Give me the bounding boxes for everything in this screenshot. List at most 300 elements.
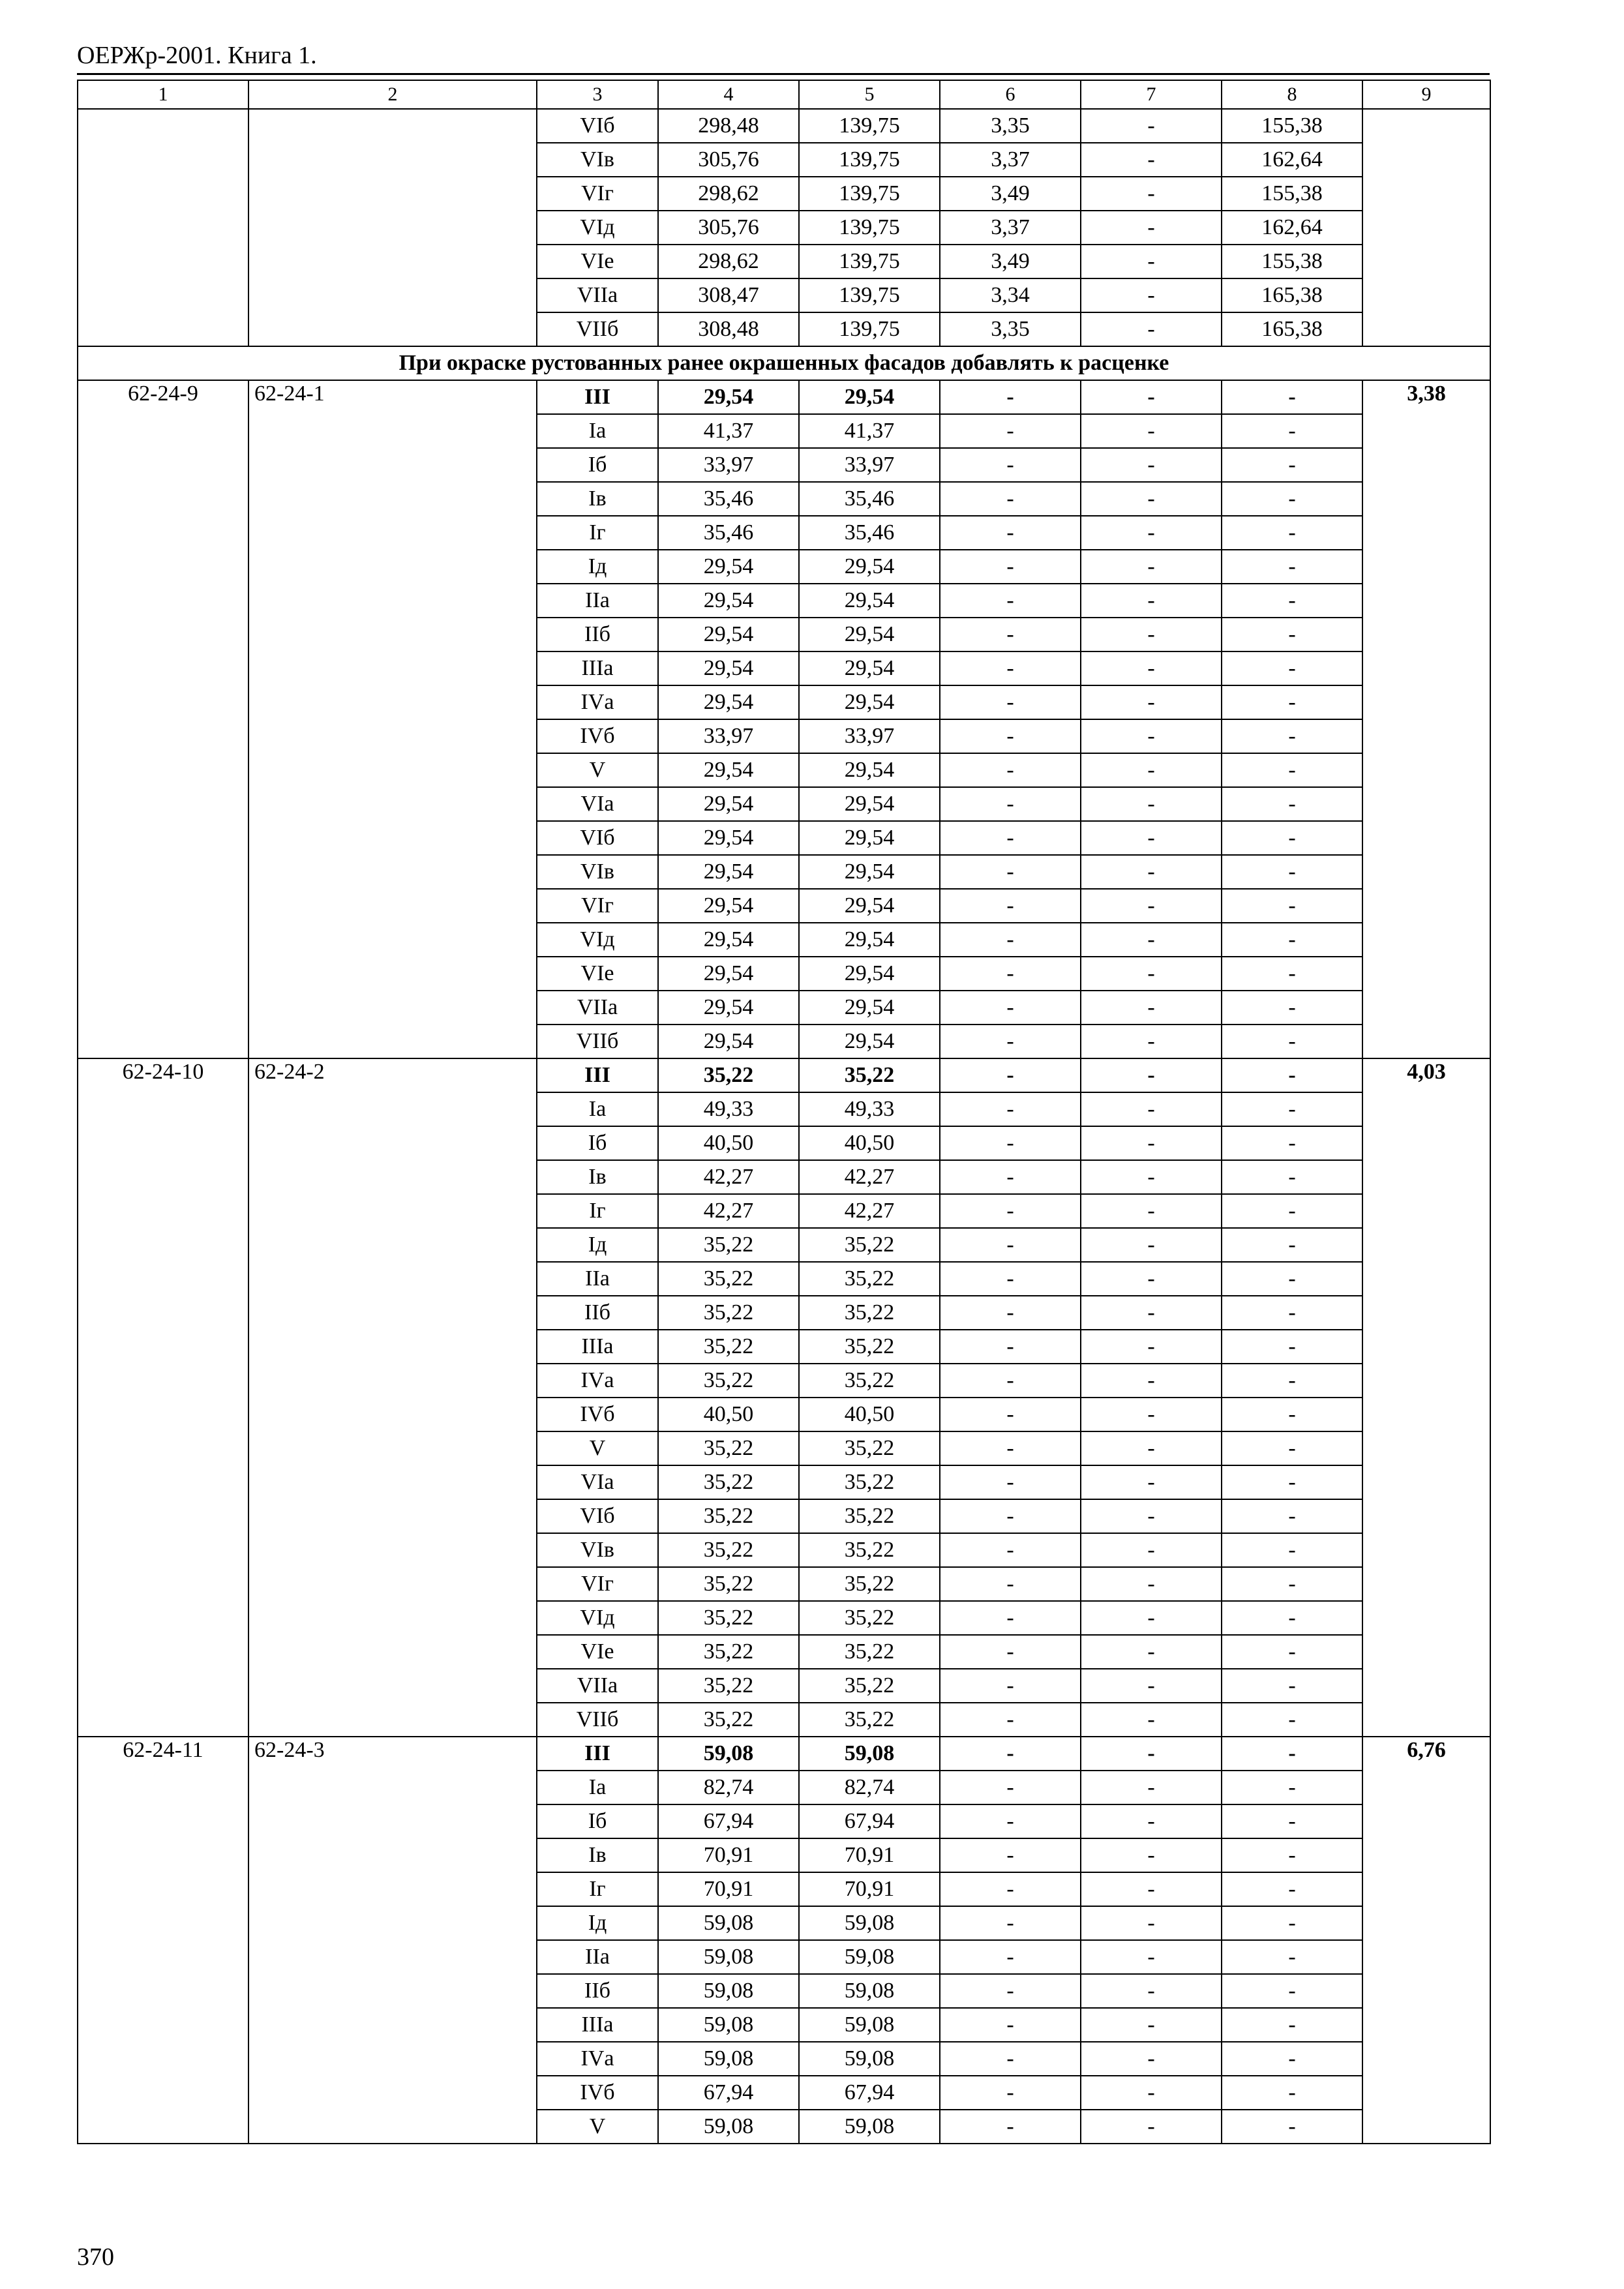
table-cell: - bbox=[1081, 482, 1222, 516]
table-cell: - bbox=[1222, 1262, 1362, 1296]
table-cell: VIе bbox=[537, 957, 658, 991]
table-cell: 35,22 bbox=[799, 1296, 940, 1330]
table-cell: - bbox=[1081, 1804, 1222, 1838]
table-cell: 29,54 bbox=[799, 923, 940, 957]
table-cell: 35,22 bbox=[658, 1669, 799, 1703]
table-cell: - bbox=[940, 855, 1081, 889]
table-cell: 29,54 bbox=[658, 1025, 799, 1058]
table-cell: - bbox=[940, 550, 1081, 584]
table-cell: 59,08 bbox=[799, 1906, 940, 1940]
table-cell: - bbox=[1081, 516, 1222, 550]
column-number: 8 bbox=[1222, 80, 1362, 109]
table-cell: VIд bbox=[537, 211, 658, 245]
column-number: 7 bbox=[1081, 80, 1222, 109]
table-cell: - bbox=[1222, 2008, 1362, 2042]
table-cell: 139,75 bbox=[799, 211, 940, 245]
column-number: 2 bbox=[248, 80, 537, 109]
table-cell: - bbox=[940, 991, 1081, 1025]
table-cell: 29,54 bbox=[799, 1025, 940, 1058]
table-cell: VIе bbox=[537, 1635, 658, 1669]
table-cell: - bbox=[1081, 651, 1222, 685]
table-cell: IIа bbox=[537, 584, 658, 618]
table-cell: - bbox=[940, 1499, 1081, 1533]
table-cell: 29,54 bbox=[658, 550, 799, 584]
table-cell: - bbox=[1081, 1194, 1222, 1228]
table-cell: VIд bbox=[537, 923, 658, 957]
table-cell: - bbox=[1222, 1601, 1362, 1635]
table-cell: 33,97 bbox=[658, 448, 799, 482]
table-cell: - bbox=[1222, 685, 1362, 719]
table-cell: 139,75 bbox=[799, 143, 940, 177]
table-cell: - bbox=[1081, 1228, 1222, 1262]
rate-code: 62-24-11 bbox=[78, 1737, 248, 2144]
column-number: 4 bbox=[658, 80, 799, 109]
table-cell: - bbox=[940, 482, 1081, 516]
table-cell: VIIб bbox=[537, 1025, 658, 1058]
table-cell: - bbox=[940, 380, 1081, 414]
table-cell: 35,22 bbox=[658, 1330, 799, 1364]
base-rate-code: 62-24-1 bbox=[248, 380, 537, 1058]
table-cell: 70,91 bbox=[799, 1872, 940, 1906]
table-cell: 49,33 bbox=[799, 1092, 940, 1126]
table-cell: V bbox=[537, 753, 658, 787]
section-title-row bbox=[78, 346, 1490, 380]
table-cell: 35,22 bbox=[658, 1364, 799, 1398]
table-cell: - bbox=[1081, 211, 1222, 245]
table-cell: III bbox=[537, 380, 658, 414]
table-cell: - bbox=[1222, 1533, 1362, 1567]
table-cell: 29,54 bbox=[658, 753, 799, 787]
table-cell: - bbox=[940, 448, 1081, 482]
table-cell: - bbox=[1081, 787, 1222, 821]
table-cell: 35,46 bbox=[799, 482, 940, 516]
table-cell: 41,37 bbox=[658, 414, 799, 448]
table-cell: - bbox=[940, 2110, 1081, 2144]
table-cell: IIа bbox=[537, 1940, 658, 1974]
table-cell: - bbox=[1081, 1771, 1222, 1804]
table-cell: - bbox=[940, 1364, 1081, 1398]
column-number: 5 bbox=[799, 80, 940, 109]
table-cell: - bbox=[940, 1601, 1081, 1635]
table-cell: 29,54 bbox=[658, 618, 799, 651]
table-cell: - bbox=[940, 719, 1081, 753]
table-cell: 165,38 bbox=[1222, 278, 1362, 312]
table-cell: - bbox=[1081, 1737, 1222, 1771]
table-cell: 59,08 bbox=[799, 2110, 940, 2144]
table-cell: VIб bbox=[537, 109, 658, 143]
table-cell: Iв bbox=[537, 1160, 658, 1194]
table-cell: - bbox=[1222, 414, 1362, 448]
column-number: 3 bbox=[537, 80, 658, 109]
table-cell: 35,22 bbox=[658, 1601, 799, 1635]
table-cell: 29,54 bbox=[799, 618, 940, 651]
table-cell: - bbox=[1081, 618, 1222, 651]
table-cell: 139,75 bbox=[799, 245, 940, 278]
table-cell: Iб bbox=[537, 448, 658, 482]
table-cell: - bbox=[940, 2042, 1081, 2076]
table-cell: - bbox=[940, 1296, 1081, 1330]
table-cell: 59,08 bbox=[799, 2042, 940, 2076]
table-cell: - bbox=[1081, 2042, 1222, 2076]
table-cell: - bbox=[1081, 1703, 1222, 1737]
table-cell: 33,97 bbox=[658, 719, 799, 753]
table-cell: - bbox=[1081, 1262, 1222, 1296]
table-cell: - bbox=[940, 1431, 1081, 1465]
page-header-title: ОЕРЖр-2001. Книга 1. bbox=[77, 42, 317, 69]
table-cell: - bbox=[940, 1398, 1081, 1431]
table-cell: 3,49 bbox=[940, 177, 1081, 211]
table-cell: 29,54 bbox=[658, 787, 799, 821]
table-cell: 35,22 bbox=[799, 1431, 940, 1465]
table-cell: 35,46 bbox=[799, 516, 940, 550]
table-cell: - bbox=[1222, 1058, 1362, 1092]
table-cell: - bbox=[940, 1669, 1081, 1703]
table-cell: - bbox=[1222, 1669, 1362, 1703]
table-cell: 29,54 bbox=[658, 584, 799, 618]
header-rule bbox=[77, 73, 1490, 75]
table-cell: - bbox=[940, 685, 1081, 719]
table-cell: 3,35 bbox=[940, 312, 1081, 346]
table-cell: Iг bbox=[537, 516, 658, 550]
table-cell: 40,50 bbox=[658, 1398, 799, 1431]
table-cell: 35,22 bbox=[658, 1296, 799, 1330]
table-cell: 29,54 bbox=[799, 550, 940, 584]
table-cell: - bbox=[1081, 414, 1222, 448]
table-cell: 29,54 bbox=[658, 957, 799, 991]
table-cell: Iа bbox=[537, 1771, 658, 1804]
section-title: При окраске рустованных ранее окрашенных фасадов добавлять к расценке bbox=[78, 346, 1490, 380]
table-cell: - bbox=[940, 414, 1081, 448]
table-cell: 35,22 bbox=[658, 1703, 799, 1737]
table-cell: 298,48 bbox=[658, 109, 799, 143]
table-cell: - bbox=[1222, 380, 1362, 414]
table-cell: - bbox=[940, 1737, 1081, 1771]
table-cell: 29,54 bbox=[658, 380, 799, 414]
table-cell: VIб bbox=[537, 1499, 658, 1533]
table-cell: - bbox=[1081, 2076, 1222, 2110]
table-cell: 67,94 bbox=[799, 1804, 940, 1838]
table-cell: - bbox=[940, 1567, 1081, 1601]
table-cell: VIг bbox=[537, 177, 658, 211]
table-cell: 42,27 bbox=[799, 1194, 940, 1228]
table-cell: IVа bbox=[537, 2042, 658, 2076]
table-cell: - bbox=[940, 821, 1081, 855]
table-cell: - bbox=[940, 957, 1081, 991]
table-cell: - bbox=[1081, 1974, 1222, 2008]
table-cell: 308,48 bbox=[658, 312, 799, 346]
table-cell: - bbox=[940, 1906, 1081, 1940]
table-cell: VIIб bbox=[537, 312, 658, 346]
table-cell: - bbox=[1222, 821, 1362, 855]
table-cell: - bbox=[1222, 1330, 1362, 1364]
table-cell: - bbox=[1081, 1025, 1222, 1058]
table-cell: - bbox=[1081, 1398, 1222, 1431]
table-cell: Iд bbox=[537, 550, 658, 584]
table-cell: 35,22 bbox=[799, 1703, 940, 1737]
table-cell: - bbox=[1081, 1533, 1222, 1567]
base-cell-empty bbox=[248, 109, 537, 346]
table-cell: 35,22 bbox=[799, 1601, 940, 1635]
table-cell: VIIа bbox=[537, 278, 658, 312]
table-cell: 59,08 bbox=[658, 1974, 799, 2008]
table-cell: - bbox=[1081, 380, 1222, 414]
table-cell: 35,22 bbox=[799, 1567, 940, 1601]
table-cell: 59,08 bbox=[799, 1737, 940, 1771]
table-cell: 42,27 bbox=[658, 1194, 799, 1228]
table-cell: - bbox=[1222, 1635, 1362, 1669]
table-cell: 155,38 bbox=[1222, 109, 1362, 143]
table-cell: 298,62 bbox=[658, 245, 799, 278]
column-number: 9 bbox=[1362, 80, 1490, 109]
table-cell: VIа bbox=[537, 787, 658, 821]
table-cell: 29,54 bbox=[658, 889, 799, 923]
table-cell: 35,22 bbox=[658, 1262, 799, 1296]
table-cell: 35,22 bbox=[658, 1228, 799, 1262]
table-cell: 35,22 bbox=[658, 1499, 799, 1533]
table-cell: - bbox=[1081, 991, 1222, 1025]
table-cell: 40,50 bbox=[799, 1126, 940, 1160]
table-cell: IIб bbox=[537, 1296, 658, 1330]
table-cell: - bbox=[1081, 719, 1222, 753]
table-cell: 42,27 bbox=[799, 1160, 940, 1194]
table-cell: - bbox=[940, 618, 1081, 651]
table-cell: 139,75 bbox=[799, 177, 940, 211]
table-cell: - bbox=[940, 1058, 1081, 1092]
table-cell: Iв bbox=[537, 1838, 658, 1872]
table-cell: - bbox=[940, 516, 1081, 550]
rate-code: 62-24-9 bbox=[78, 380, 248, 1058]
table-cell: 59,08 bbox=[658, 2110, 799, 2144]
table-cell: - bbox=[1081, 109, 1222, 143]
table-cell: 29,54 bbox=[799, 821, 940, 855]
table-cell: - bbox=[940, 1330, 1081, 1364]
table-cell: - bbox=[1222, 584, 1362, 618]
table-cell: Iб bbox=[537, 1126, 658, 1160]
table-cell: 29,54 bbox=[799, 991, 940, 1025]
table-cell: IVб bbox=[537, 1398, 658, 1431]
table-cell: - bbox=[1222, 719, 1362, 753]
page-number: 370 bbox=[77, 2243, 114, 2271]
table-cell: - bbox=[1081, 1058, 1222, 1092]
table-cell: Iд bbox=[537, 1906, 658, 1940]
table-cell: 35,46 bbox=[658, 516, 799, 550]
table-cell: - bbox=[1081, 1296, 1222, 1330]
table-cell: 139,75 bbox=[799, 312, 940, 346]
table-cell: - bbox=[940, 787, 1081, 821]
table-cell: 35,22 bbox=[799, 1364, 940, 1398]
table-row bbox=[78, 380, 1490, 414]
table-cell: III bbox=[537, 1737, 658, 1771]
table-cell: 165,38 bbox=[1222, 312, 1362, 346]
table-cell: 59,08 bbox=[658, 1737, 799, 1771]
table-cell: - bbox=[1081, 2110, 1222, 2144]
table-cell: - bbox=[1081, 245, 1222, 278]
table-cell: 35,22 bbox=[799, 1058, 940, 1092]
table-cell: VIе bbox=[537, 245, 658, 278]
table-cell: V bbox=[537, 2110, 658, 2144]
table-cell: VIIа bbox=[537, 1669, 658, 1703]
table-cell: 35,22 bbox=[658, 1533, 799, 1567]
table-cell: IVа bbox=[537, 1364, 658, 1398]
table-cell: IVб bbox=[537, 719, 658, 753]
base-rate-code: 62-24-2 bbox=[248, 1058, 537, 1737]
table-cell: 59,08 bbox=[799, 2008, 940, 2042]
table-cell: - bbox=[1222, 2076, 1362, 2110]
table-cell: - bbox=[1081, 1126, 1222, 1160]
table-cell: - bbox=[1081, 177, 1222, 211]
table-cell: Iа bbox=[537, 414, 658, 448]
table-cell: - bbox=[1222, 1940, 1362, 1974]
table-cell: - bbox=[1081, 1431, 1222, 1465]
table-cell: - bbox=[1222, 1872, 1362, 1906]
table-cell: Iд bbox=[537, 1228, 658, 1262]
table-cell: - bbox=[1222, 787, 1362, 821]
table-cell: 29,54 bbox=[799, 855, 940, 889]
table-cell: - bbox=[1081, 312, 1222, 346]
table-cell: 59,08 bbox=[799, 1940, 940, 1974]
table-cell: - bbox=[1081, 923, 1222, 957]
table-cell: - bbox=[1222, 889, 1362, 923]
table-cell: IIIа bbox=[537, 1330, 658, 1364]
table-cell: - bbox=[1081, 855, 1222, 889]
table-cell: - bbox=[1081, 1601, 1222, 1635]
table-cell: VIIб bbox=[537, 1703, 658, 1737]
table-cell: 29,54 bbox=[658, 991, 799, 1025]
table-cell: - bbox=[1222, 516, 1362, 550]
table-cell: 70,91 bbox=[658, 1872, 799, 1906]
table-cell: - bbox=[1081, 278, 1222, 312]
table-row bbox=[78, 1058, 1490, 1092]
table-cell: IIб bbox=[537, 1974, 658, 2008]
table-cell: - bbox=[1081, 448, 1222, 482]
table-cell: 29,54 bbox=[799, 651, 940, 685]
table-cell: IVа bbox=[537, 685, 658, 719]
table-cell: - bbox=[940, 1703, 1081, 1737]
table-cell: 3,37 bbox=[940, 143, 1081, 177]
column-number: 6 bbox=[940, 80, 1081, 109]
table-cell: - bbox=[1222, 1974, 1362, 2008]
base-rate-code: 62-24-3 bbox=[248, 1737, 537, 2144]
table-cell: Iв bbox=[537, 482, 658, 516]
table-cell: 49,33 bbox=[658, 1092, 799, 1126]
table-cell: - bbox=[1222, 855, 1362, 889]
table-cell: 35,22 bbox=[658, 1431, 799, 1465]
table-cell: 29,54 bbox=[658, 685, 799, 719]
table-cell: - bbox=[1222, 1804, 1362, 1838]
table-cell: III bbox=[537, 1058, 658, 1092]
table-cell: - bbox=[1222, 1296, 1362, 1330]
table-cell: 59,08 bbox=[658, 1940, 799, 1974]
table-cell: - bbox=[1081, 143, 1222, 177]
table-cell: 3,34 bbox=[940, 278, 1081, 312]
table-cell: Iг bbox=[537, 1194, 658, 1228]
table-cell: - bbox=[1081, 2008, 1222, 2042]
table-cell: - bbox=[1081, 889, 1222, 923]
table-cell: 35,22 bbox=[799, 1262, 940, 1296]
table-cell: - bbox=[1081, 1872, 1222, 1906]
table-cell: - bbox=[1222, 1465, 1362, 1499]
table-cell: - bbox=[1222, 1499, 1362, 1533]
table-cell: Iб bbox=[537, 1804, 658, 1838]
table-cell: - bbox=[1222, 1771, 1362, 1804]
table-cell: - bbox=[940, 1771, 1081, 1804]
table-cell: - bbox=[1081, 1160, 1222, 1194]
table-cell: - bbox=[1222, 2110, 1362, 2144]
table-cell: 139,75 bbox=[799, 278, 940, 312]
table-cell: IIа bbox=[537, 1262, 658, 1296]
table-cell: 41,37 bbox=[799, 414, 940, 448]
table-cell: 298,62 bbox=[658, 177, 799, 211]
column-number-row bbox=[78, 80, 1490, 109]
table-cell: - bbox=[1222, 1025, 1362, 1058]
table-cell: - bbox=[940, 923, 1081, 957]
table-cell: - bbox=[940, 1872, 1081, 1906]
table-cell: - bbox=[1081, 1567, 1222, 1601]
table-cell: - bbox=[1222, 1092, 1362, 1126]
table-cell: 35,22 bbox=[799, 1465, 940, 1499]
table-cell: 40,50 bbox=[658, 1126, 799, 1160]
table-cell: - bbox=[1081, 957, 1222, 991]
table-row bbox=[78, 1737, 1490, 1771]
table-cell: - bbox=[940, 1940, 1081, 1974]
table-cell: 29,54 bbox=[658, 923, 799, 957]
table-cell: - bbox=[1222, 550, 1362, 584]
table-cell: - bbox=[1222, 651, 1362, 685]
table-cell: - bbox=[1222, 482, 1362, 516]
table-cell: - bbox=[1081, 1092, 1222, 1126]
table-cell: - bbox=[1222, 957, 1362, 991]
table-cell: 35,22 bbox=[799, 1635, 940, 1669]
table-cell: 35,22 bbox=[799, 1228, 940, 1262]
table-cell: V bbox=[537, 1431, 658, 1465]
table-cell: - bbox=[1081, 1465, 1222, 1499]
table-cell: - bbox=[1081, 1330, 1222, 1364]
table-cell: 29,54 bbox=[799, 685, 940, 719]
code-cell-empty bbox=[78, 109, 248, 346]
table-cell: 29,54 bbox=[799, 584, 940, 618]
table-cell: - bbox=[1222, 1703, 1362, 1737]
table-cell: - bbox=[940, 1262, 1081, 1296]
rates-table-body bbox=[78, 80, 1490, 2144]
table-cell: - bbox=[940, 1194, 1081, 1228]
table-cell: IIб bbox=[537, 618, 658, 651]
table-cell: 33,97 bbox=[799, 719, 940, 753]
table-cell: VIд bbox=[537, 1601, 658, 1635]
table-cell: - bbox=[940, 1092, 1081, 1126]
table-cell: 3,49 bbox=[940, 245, 1081, 278]
table-cell: 29,54 bbox=[658, 651, 799, 685]
table-cell: - bbox=[1222, 753, 1362, 787]
table-cell: - bbox=[1222, 618, 1362, 651]
table-cell: 155,38 bbox=[1222, 245, 1362, 278]
table-cell: - bbox=[940, 1635, 1081, 1669]
table-cell: - bbox=[1081, 821, 1222, 855]
table-cell: - bbox=[1222, 923, 1362, 957]
table-cell: 305,76 bbox=[658, 211, 799, 245]
table-cell: - bbox=[940, 1838, 1081, 1872]
table-cell: 3,37 bbox=[940, 211, 1081, 245]
table-cell: - bbox=[1222, 1126, 1362, 1160]
table-cell: - bbox=[940, 1160, 1081, 1194]
total-cell-empty bbox=[1362, 109, 1490, 346]
table-cell: 35,22 bbox=[799, 1669, 940, 1703]
table-cell: Iа bbox=[537, 1092, 658, 1126]
table-cell: 29,54 bbox=[799, 957, 940, 991]
table-cell: VIг bbox=[537, 1567, 658, 1601]
rate-total: 4,03 bbox=[1362, 1058, 1490, 1737]
table-cell: VIг bbox=[537, 889, 658, 923]
table-cell: - bbox=[1222, 1398, 1362, 1431]
